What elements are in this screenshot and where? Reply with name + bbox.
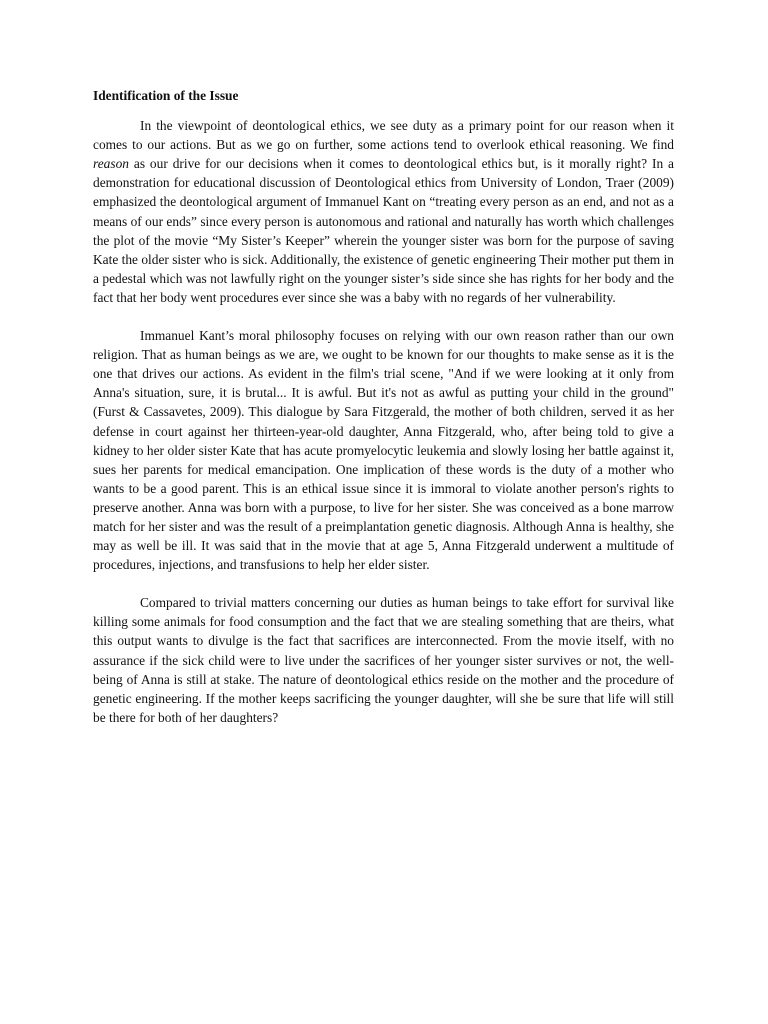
paragraph-2: Immanuel Kant’s moral philosophy focuses on relying with our own reason rather than our own religion. That as human beings as we are, we ought to be known for our thoughts to make sense as it is the one that drives our actions. As evident in the film's trial scene, "And if we were looking at it only from Anna's situation, sure, it is brutal... It is awful. But it's not as awful as putting your child in the ground" (Furst & Cassavetes, 2009). This dialogue by Sara Fitzgerald, the mother of both children, served it as her defense in court against her thirteen-year-old daughter, Anna Fitzgerald, who, after being told to give a kidney to her older sister Kate that has acute promyelocytic leukemia and slowly losing her battle against it, sues her parents for medical emancipation. One implication of these words is the duty of a mother who wants to be a good parent. This is an ethical issue since it is immoral to violate another person's rights to preserve another. Anna was born with a purpose, to live for her sister. She was conceived as a bone marrow match for her sister and was the result of a preimplantation genetic diagnosis. Although Anna is healthy, she may as well be ill. It was said that in the movie that at age 5, Anna Fitzgerald underwent a multitude of procedures, injections, and transfusions to help her elder sister. — [93, 328, 674, 573]
section-heading: Identification of the Issue — [93, 88, 239, 103]
paragraph-3: Compared to trivial matters concerning our duties as human beings to take effort for survival like killing some animals for food consumption and the fact that we are stealing something that are theirs, what this output wants to divulge is the fact that sacrifices are interconnected. From the movie itself, with no assurance if the sick child were to live under the sacrifices of her younger sister survives or not, the well-being of Anna is still at stake. The nature of deontological ethics reside on the mother and the procedure of genetic engineering. If the mother keeps sacrificing the younger daughter, will she be sure that life will still be there for both of her daughters? — [93, 595, 674, 725]
document-body — [93, 86, 674, 746]
paragraph-1 — [93, 116, 674, 307]
paragraph-1-text-a: In the viewpoint of deontological ethics, we see duty as a primary point for our reason when it comes to our actions. But as we go on further, some actions tend to overlook ethical reasoning. We find — [93, 118, 674, 153]
paragraph-1-emphasis: reason — [93, 156, 129, 172]
paragraph-1-text-b: as our drive for our decisions when it comes to deontological ethics but, is it morally right? In a demonstration for educational discussion of Deontological ethics from University of London, Traer (2009) emphasized the deontological argument of Immanuel Kant on “treating every person as an end, and not as a means of our ends” since every person is autonomous and rational and naturally has worth which challenges the plot of the movie “My Sister’s Keeper” wherein the younger sister was born for the purpose of saving Kate the older sister who is sick. Additionally, the existence of genetic engineering Their mother put them in a pedestal which was not lawfully right on the younger sister’s side since she has rights for her body and the fact that her body went procedures ever since she was a baby with no regards of her vulnerability. — [93, 156, 674, 305]
